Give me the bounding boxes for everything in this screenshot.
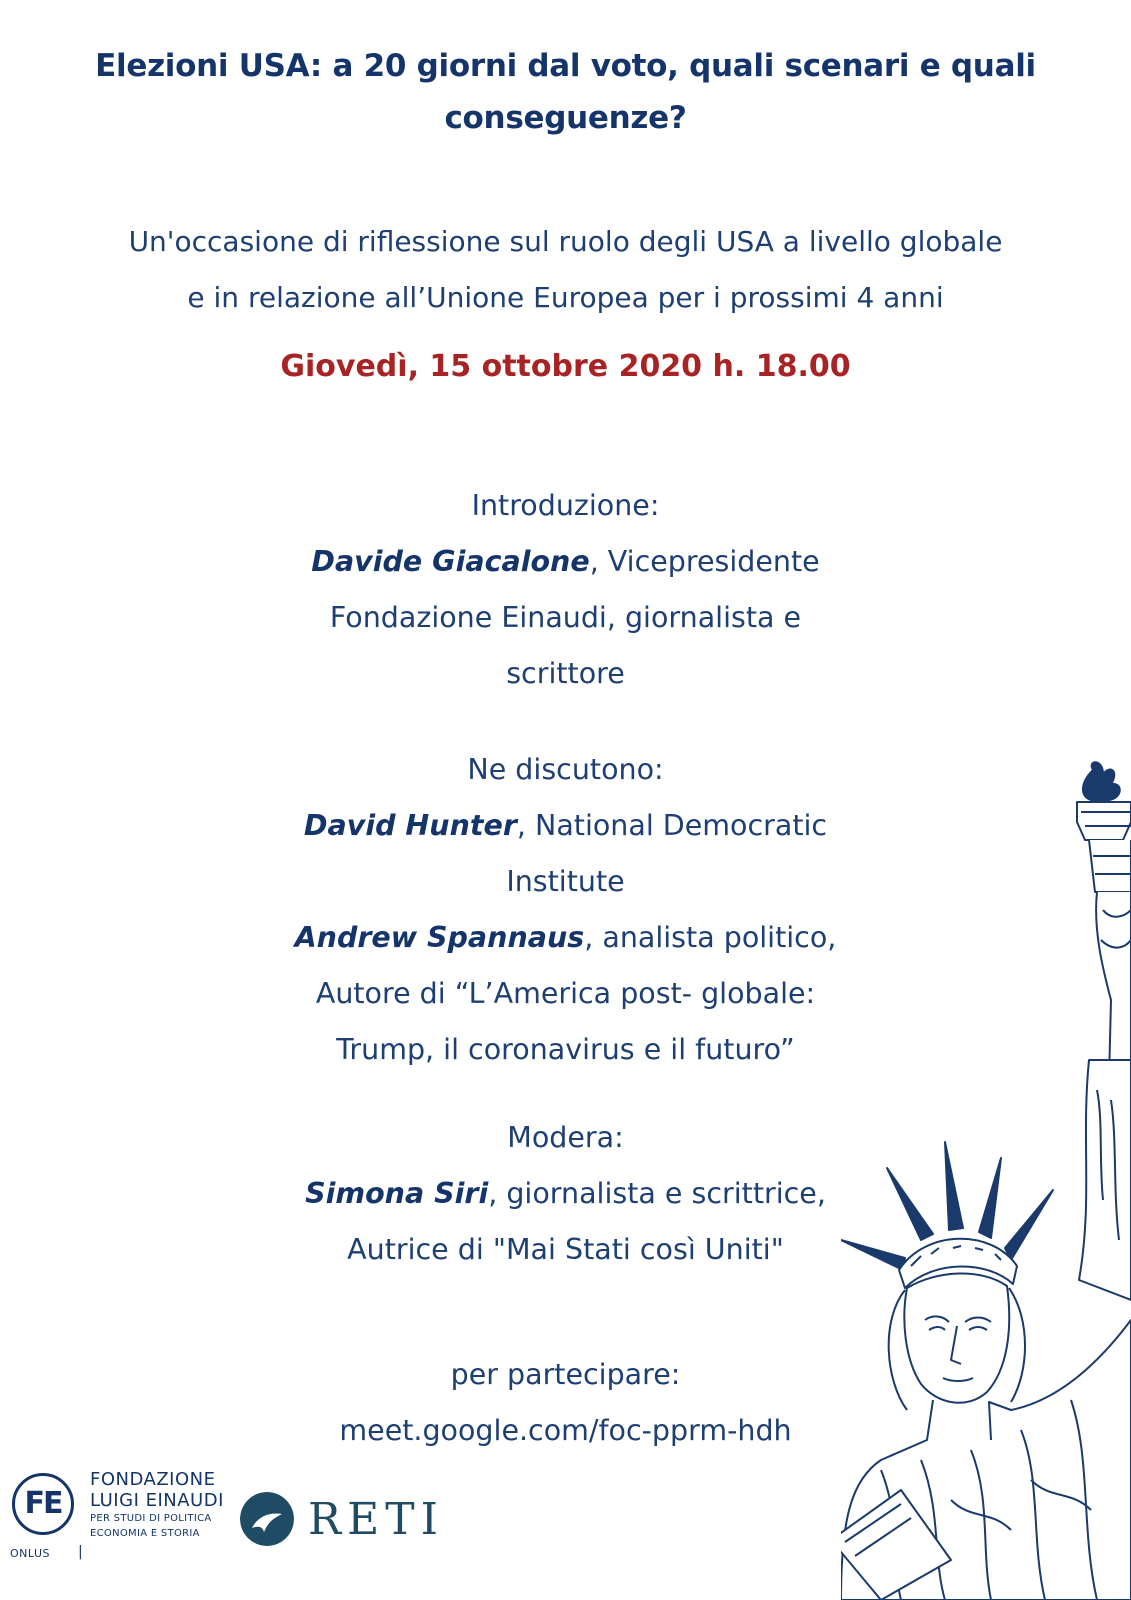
speaker-role-line: Autrice di "Mai Stati così Uniti": [347, 1233, 784, 1266]
speaker-role-line: Autore di “L’America post- globale:: [315, 977, 816, 1010]
meeting-link[interactable]: meet.google.com/foc-pprm-hdh: [339, 1414, 792, 1447]
fe-line-3: PER STUDI DI POLITICA: [90, 1513, 212, 1524]
event-title: [0, 40, 1131, 144]
introduction-speaker: [0, 534, 1131, 590]
speaker-name: David Hunter: [303, 809, 517, 842]
moderator-label: Modera:: [507, 1121, 624, 1154]
statue-of-liberty-illustration: [841, 760, 1131, 1600]
discussion-label: Ne discutono:: [467, 753, 664, 786]
speaker-role-line: Institute: [506, 865, 625, 898]
speaker-role-line: Fondazione Einaudi, giornalista e: [329, 601, 802, 634]
fe-onlus: ONLUS: [10, 1547, 51, 1560]
speaker-role-line: Trump, il coronavirus e il futuro”: [336, 1033, 795, 1066]
speaker-role: , giornalista e scrittrice,: [488, 1177, 826, 1210]
reti-emblem-icon: [240, 1492, 294, 1546]
event-subtitle-line-1: Un'occasione di riflessione sul ruolo degli USA a livello globale: [128, 225, 1003, 258]
event-date: Giovedì, 15 ottobre 2020 h. 18.00: [280, 349, 851, 384]
fe-separator: |: [78, 1544, 83, 1560]
speaker-name: Davide Giacalone: [311, 545, 590, 578]
event-title-line-2: conseguenze?: [444, 100, 687, 136]
fe-line-1: FONDAZIONE: [90, 1469, 216, 1490]
fe-line-4: ECONOMIA E STORIA: [90, 1528, 200, 1539]
fondazione-einaudi-logo: [8, 1467, 233, 1595]
fe-monogram: FE: [12, 1473, 74, 1535]
introduction-section: [0, 478, 1131, 702]
fe-line-2: LUIGI EINAUDI: [90, 1490, 224, 1511]
reti-logo: [236, 1488, 466, 1558]
speaker-role-line: scrittore: [506, 657, 625, 690]
event-subtitle: [0, 214, 1131, 326]
speaker-role: , Vicepresidente: [589, 545, 820, 578]
speaker-role: , National Democratic: [516, 809, 828, 842]
speaker-role: , analista politico,: [584, 921, 837, 954]
event-title-line-1: Elezioni USA: a 20 giorni dal voto, quali scenari e quali: [95, 48, 1036, 84]
introduction-label: Introduzione:: [471, 489, 660, 522]
reti-wordmark: RETI: [308, 1494, 444, 1545]
speaker-name: Simona Siri: [305, 1177, 489, 1210]
speaker-name: Andrew Spannaus: [294, 921, 585, 954]
event-subtitle-line-2: e in relazione all’Unione Europea per i prossimi 4 anni: [187, 281, 944, 314]
participation-label: per partecipare:: [450, 1358, 681, 1391]
fe-wordmark: [90, 1469, 224, 1541]
